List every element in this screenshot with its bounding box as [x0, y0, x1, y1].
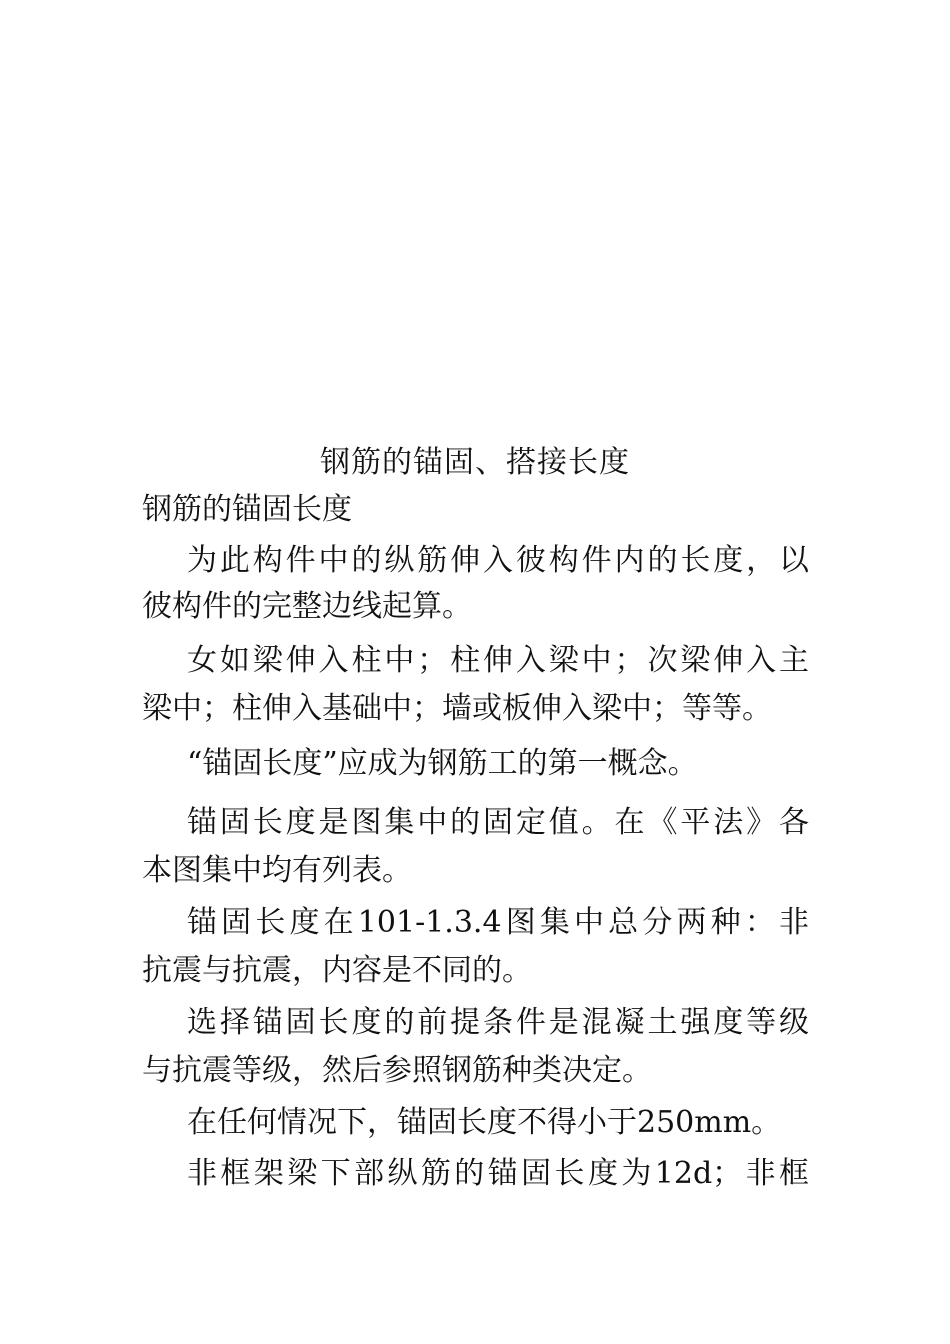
paragraph-line: 女如梁伸入柱中；柱伸入梁中；次梁伸入主: [187, 643, 809, 678]
paragraph-line: 在任何情况下，锚固长度不得小于250mm。: [187, 1105, 782, 1140]
paragraph-line: 本图集中均有列表。: [142, 853, 412, 888]
paragraph-line: 锚固长度是图集中的固定值。在《平法》各: [187, 805, 809, 840]
paragraph-line: 与抗震等级，然后参照钢筋种类决定。: [142, 1053, 652, 1088]
paragraph-line: 为此构件中的纵筋伸入彼构件内的长度，以: [187, 543, 809, 578]
paragraph-line: 锚固长度在101-1.3.4图集中总分两种：非: [187, 905, 809, 940]
paragraph-line: 选择锚固长度的前提条件是混凝土强度等级: [187, 1005, 809, 1040]
paragraph-line: 彼构件的完整边线起算。: [142, 589, 472, 624]
paragraph-line: 抗震与抗震，内容是不同的。: [142, 953, 532, 988]
paragraph-line: 梁中；柱伸入基础中；墙或板伸入梁中；等等。: [142, 691, 772, 726]
paragraph-line: 非框架梁下部纵筋的锚固长度为12d；非框: [187, 1156, 809, 1191]
paragraph-line: “锚固长度”应成为钢筋工的第一概念。: [187, 746, 698, 781]
section-heading: 钢筋的锚固长度: [142, 492, 352, 527]
document-title: 钢筋的锚固、搭接长度: [320, 445, 630, 480]
